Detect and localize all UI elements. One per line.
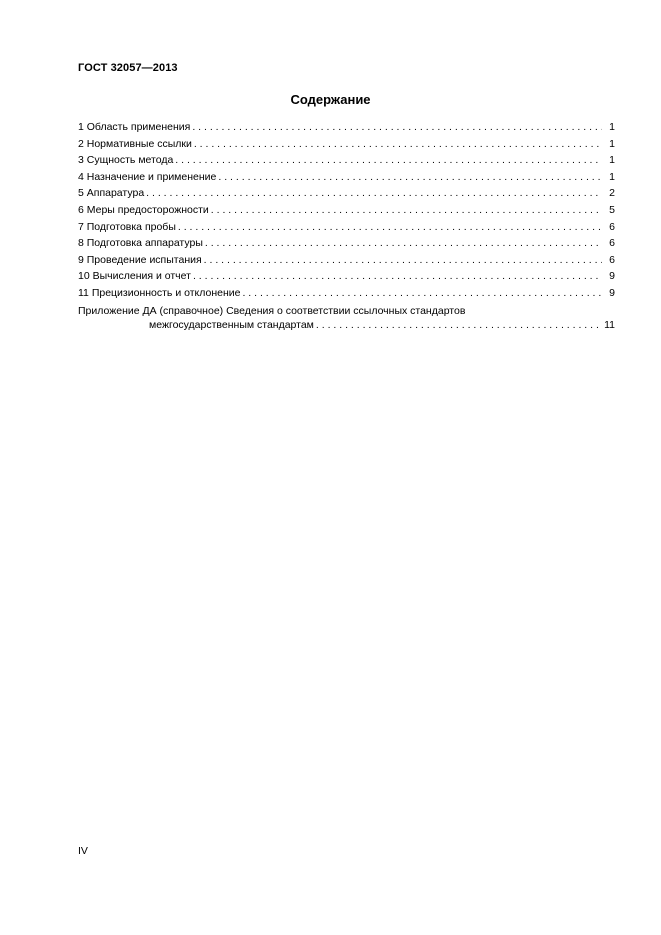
toc-entry[interactable] [78,154,615,171]
toc-entry-page: 6 [609,237,615,250]
toc-appendix-line1: Приложение ДА (справочное) Сведения о соответствии ссылочных стандартов [78,304,466,317]
toc-leader-dots [204,254,602,267]
toc-leader-dots [178,221,602,234]
toc-entry-page: 6 [609,253,615,266]
toc-entry[interactable] [78,270,615,287]
toc-entry-label: 7 Подготовка пробы [78,220,176,233]
toc-entry[interactable] [78,287,615,304]
toc-entry[interactable] [78,171,615,188]
toc-entry[interactable] [78,237,615,254]
page-number: IV [78,845,88,857]
toc-entry-page: 1 [609,170,615,183]
toc-entry-page: 5 [609,203,615,216]
toc-entry-label: 6 Меры предосторожности [78,203,209,216]
toc-entry[interactable] [78,121,615,138]
toc-entry-page: 11 [604,318,615,331]
toc-leader-dots [242,287,602,300]
toc-leader-dots [175,154,602,167]
toc-entry-label: 3 Сущность метода [78,154,174,167]
toc-entry-label: 5 Аппаратура [78,187,145,200]
toc-leader-dots [192,121,602,134]
toc-entry-page: 6 [609,220,615,233]
toc-entry-label: 4 Назначение и применение [78,170,217,183]
toc-leader-dots [316,319,601,332]
toc-entry-page: 1 [609,121,615,133]
toc-appendix-line2-row [78,319,615,333]
toc-entry-label: 11 Прецизионность и отклонение [78,286,241,299]
toc-entry-page: 1 [609,154,615,167]
toc-entry-label: 9 Проведение испытания [78,253,202,266]
toc-leader-dots [218,171,602,184]
table-of-contents [78,121,615,333]
toc-entry-page: 1 [609,137,615,150]
toc-entry[interactable] [78,204,615,221]
toc-leader-dots [205,237,602,250]
toc-entry-label: 1 Область применения [78,121,191,133]
toc-entry-page: 9 [609,270,615,283]
document-code: ГОСТ 32057—2013 [78,62,178,74]
toc-entry-page: 2 [609,187,615,200]
toc-appendix-line2: межгосударственным стандартам [149,318,314,331]
toc-entry-page: 9 [609,286,615,299]
toc-entry-label: 8 Подготовка аппаратуры [78,237,203,250]
toc-entry[interactable] [78,187,615,204]
toc-leader-dots [193,270,602,283]
toc-entry[interactable] [78,138,615,155]
toc-leader-dots [211,204,602,217]
toc-entry[interactable] [78,254,615,271]
toc-entry-label: 2 Нормативные ссылки [78,137,192,150]
toc-title: Содержание [290,92,371,107]
toc-entry[interactable] [78,221,615,238]
toc-entry-label: 10 Вычисления и отчет [78,270,191,283]
toc-entry-appendix[interactable] [78,305,615,333]
toc-leader-dots [194,138,602,151]
toc-leader-dots [146,187,602,200]
